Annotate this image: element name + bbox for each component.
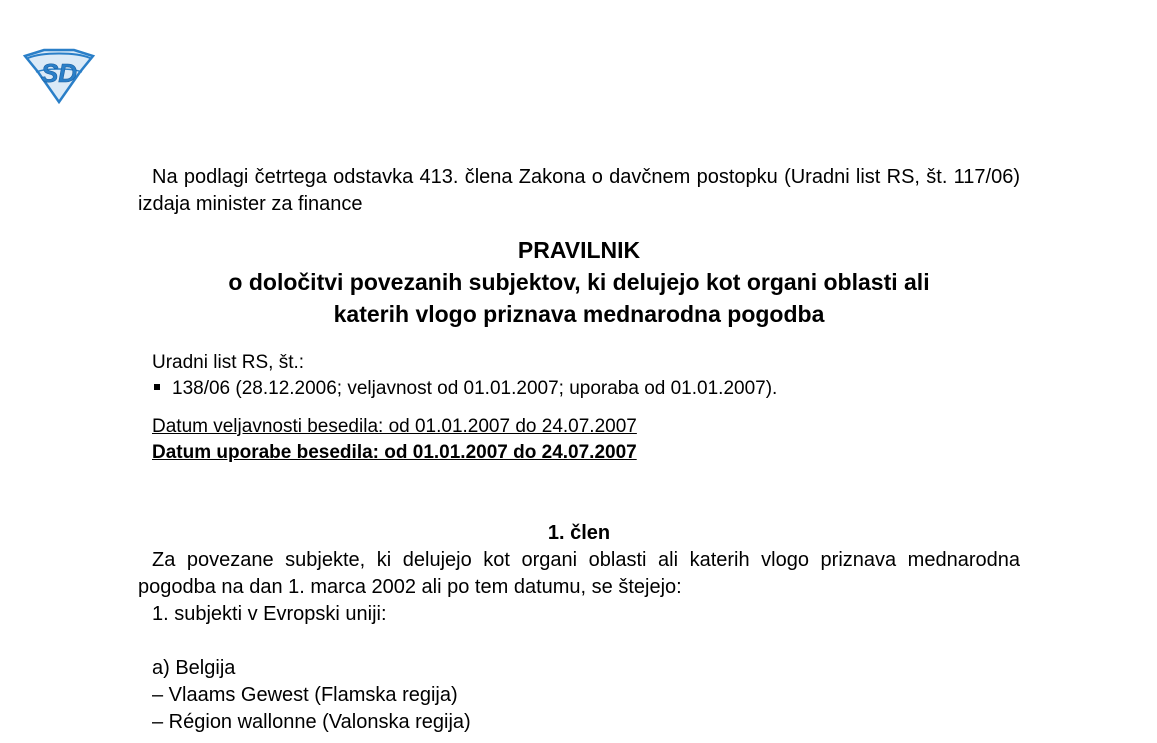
text-dates bbox=[152, 414, 1020, 466]
article-1-point-1: 1. subjekti v Evropski uniji: bbox=[152, 603, 387, 625]
country-heading: a) Belgija bbox=[152, 657, 236, 679]
list-item: – Vlaams Gewest (Flamska regija) bbox=[152, 684, 458, 706]
article-1-body: Za povezane subjekte, ki delujejo kot organi oblasti ali katerih vlogo priznava mednarodna pogodba na dan 1. marca 2002 ali po tem datumu, se štejejo: bbox=[138, 549, 1020, 598]
document-body bbox=[138, 164, 1020, 736]
article-1-title: 1. člen bbox=[547, 522, 611, 544]
sd-logo bbox=[22, 48, 96, 104]
gazette-entry bbox=[152, 376, 1020, 402]
intro-paragraph: Na podlagi četrtega odstavka 413. člena Zakona o davčnem postopku (Uradni list RS, št. 117/06) izdaja minister za finance bbox=[138, 166, 1020, 215]
bullet-icon bbox=[154, 384, 160, 390]
validity-date: Datum veljavnosti besedila: od 01.01.2007 do 24.07.2007 bbox=[152, 416, 637, 437]
logo-emblem-icon bbox=[22, 48, 96, 104]
title-line-2: o določitvi povezanih subjektov, ki delujejo kot organi oblasti ali bbox=[228, 269, 930, 295]
regulation-title bbox=[138, 234, 1020, 330]
gazette-info bbox=[152, 350, 1020, 402]
title-line-1: PRAVILNIK bbox=[517, 237, 641, 263]
gazette-heading: Uradni list RS, št.: bbox=[152, 352, 305, 373]
svg-text:SD: SD bbox=[40, 58, 78, 88]
list-item: – Région wallonne (Valonska regija) bbox=[152, 711, 471, 733]
title-line-3: katerih vlogo priznava mednarodna pogodba bbox=[333, 301, 825, 327]
gazette-entry-text: 138/06 (28.12.2006; veljavnost od 01.01.2007; uporaba od 01.01.2007). bbox=[172, 378, 778, 399]
application-date: Datum uporabe besedila: od 01.01.2007 do 24.07.2007 bbox=[152, 442, 637, 463]
blank-line bbox=[138, 628, 1020, 655]
